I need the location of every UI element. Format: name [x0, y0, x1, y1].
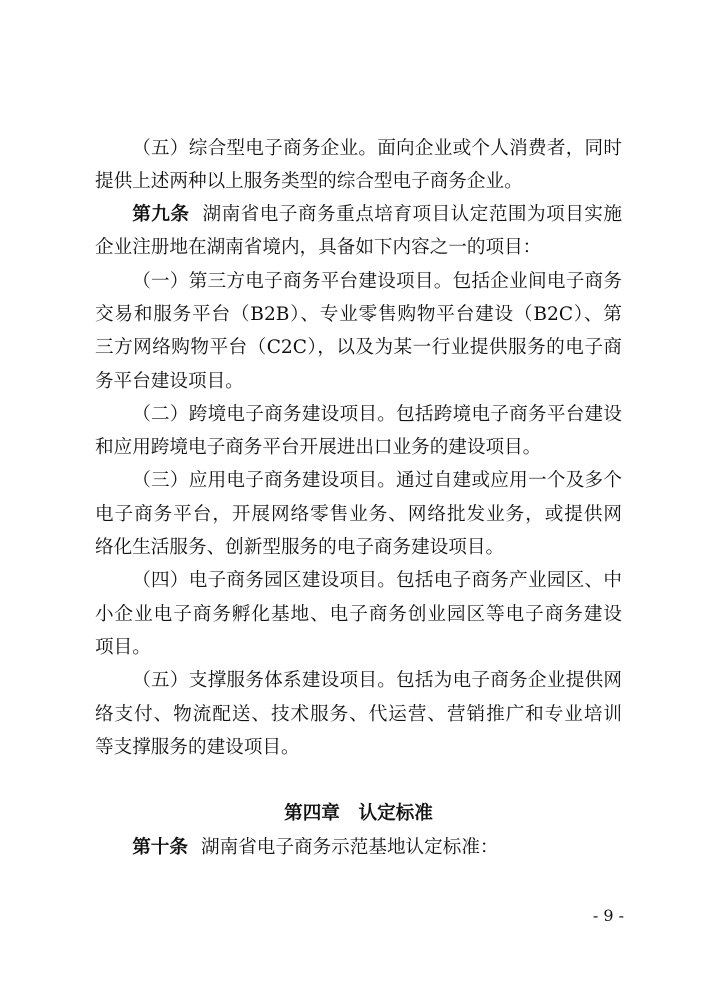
item-1-line-2: 交易和服务平台（B2B）、专业零售购物平台建设（B2C）、第 — [95, 303, 622, 325]
item-5-line-3: 等支撑服务的建设项目。 — [95, 736, 300, 758]
paragraph-comprehensive-line-2: 提供上述两种以上服务类型的综合型电子商务企业。 — [95, 170, 523, 192]
item-2-line-1: （二）跨境电子商务建设项目。包括跨境电子商务平台建设 — [132, 403, 622, 425]
item-4-line-1: （四）电子商务园区建设项目。包括电子商务产业园区、中 — [132, 570, 622, 592]
item-1-line-4: 务平台建设项目。 — [95, 370, 244, 392]
paragraph-comprehensive-line-1: （五）综合型电子商务企业。面向企业或个人消费者，同时 — [132, 137, 622, 159]
item-1-line-1: （一）第三方电子商务平台建设项目。包括企业间电子商务 — [132, 270, 622, 292]
article-10-label: 第十条 — [132, 836, 188, 858]
item-2-line-2: 和应用跨境电子商务平台开展进出口业务的建设项目。 — [95, 437, 542, 459]
article-9-line-2: 企业注册地在湖南省境内，具备如下内容之一的项目： — [95, 237, 542, 259]
item-3-line-1: （三）应用电子商务建设项目。通过自建或应用一个及多个 — [132, 470, 622, 492]
article-9-line-1 — [95, 198, 622, 231]
item-3-line-3: 络化生活服务、创新型服务的电子商务建设项目。 — [95, 537, 505, 559]
article-9-label: 第九条 — [132, 204, 190, 226]
chapter-heading: 第四章 认定标准 — [284, 803, 433, 825]
page-number: - 9 - — [592, 906, 624, 925]
blank-spacer — [95, 764, 622, 797]
article-10-line — [95, 831, 622, 864]
item-1-line-3: 三方网络购物平台（C2C），以及为某一行业提供服务的电子商 — [95, 337, 622, 359]
body-text — [95, 132, 622, 865]
item-5-line-2: 络支付、物流配送、技术服务、代运营、营销推广和专业培训 — [95, 703, 622, 725]
item-4-line-2: 小企业电子商务孵化基地、电子商务创业园区等电子商务建设 — [95, 603, 622, 625]
item-4-line-3: 项目。 — [95, 636, 151, 658]
item-3-line-2: 电子商务平台，开展网络零售业务、网络批发业务，或提供网 — [95, 503, 622, 525]
article-10-text: 湖南省电子商务示范基地认定标准： — [201, 836, 499, 858]
article-9-text: 湖南省电子商务重点培育项目认定范围为项目实施 — [202, 204, 622, 226]
item-5-line-1: （五）支撑服务体系建设项目。包括为电子商务企业提供网 — [132, 670, 622, 692]
